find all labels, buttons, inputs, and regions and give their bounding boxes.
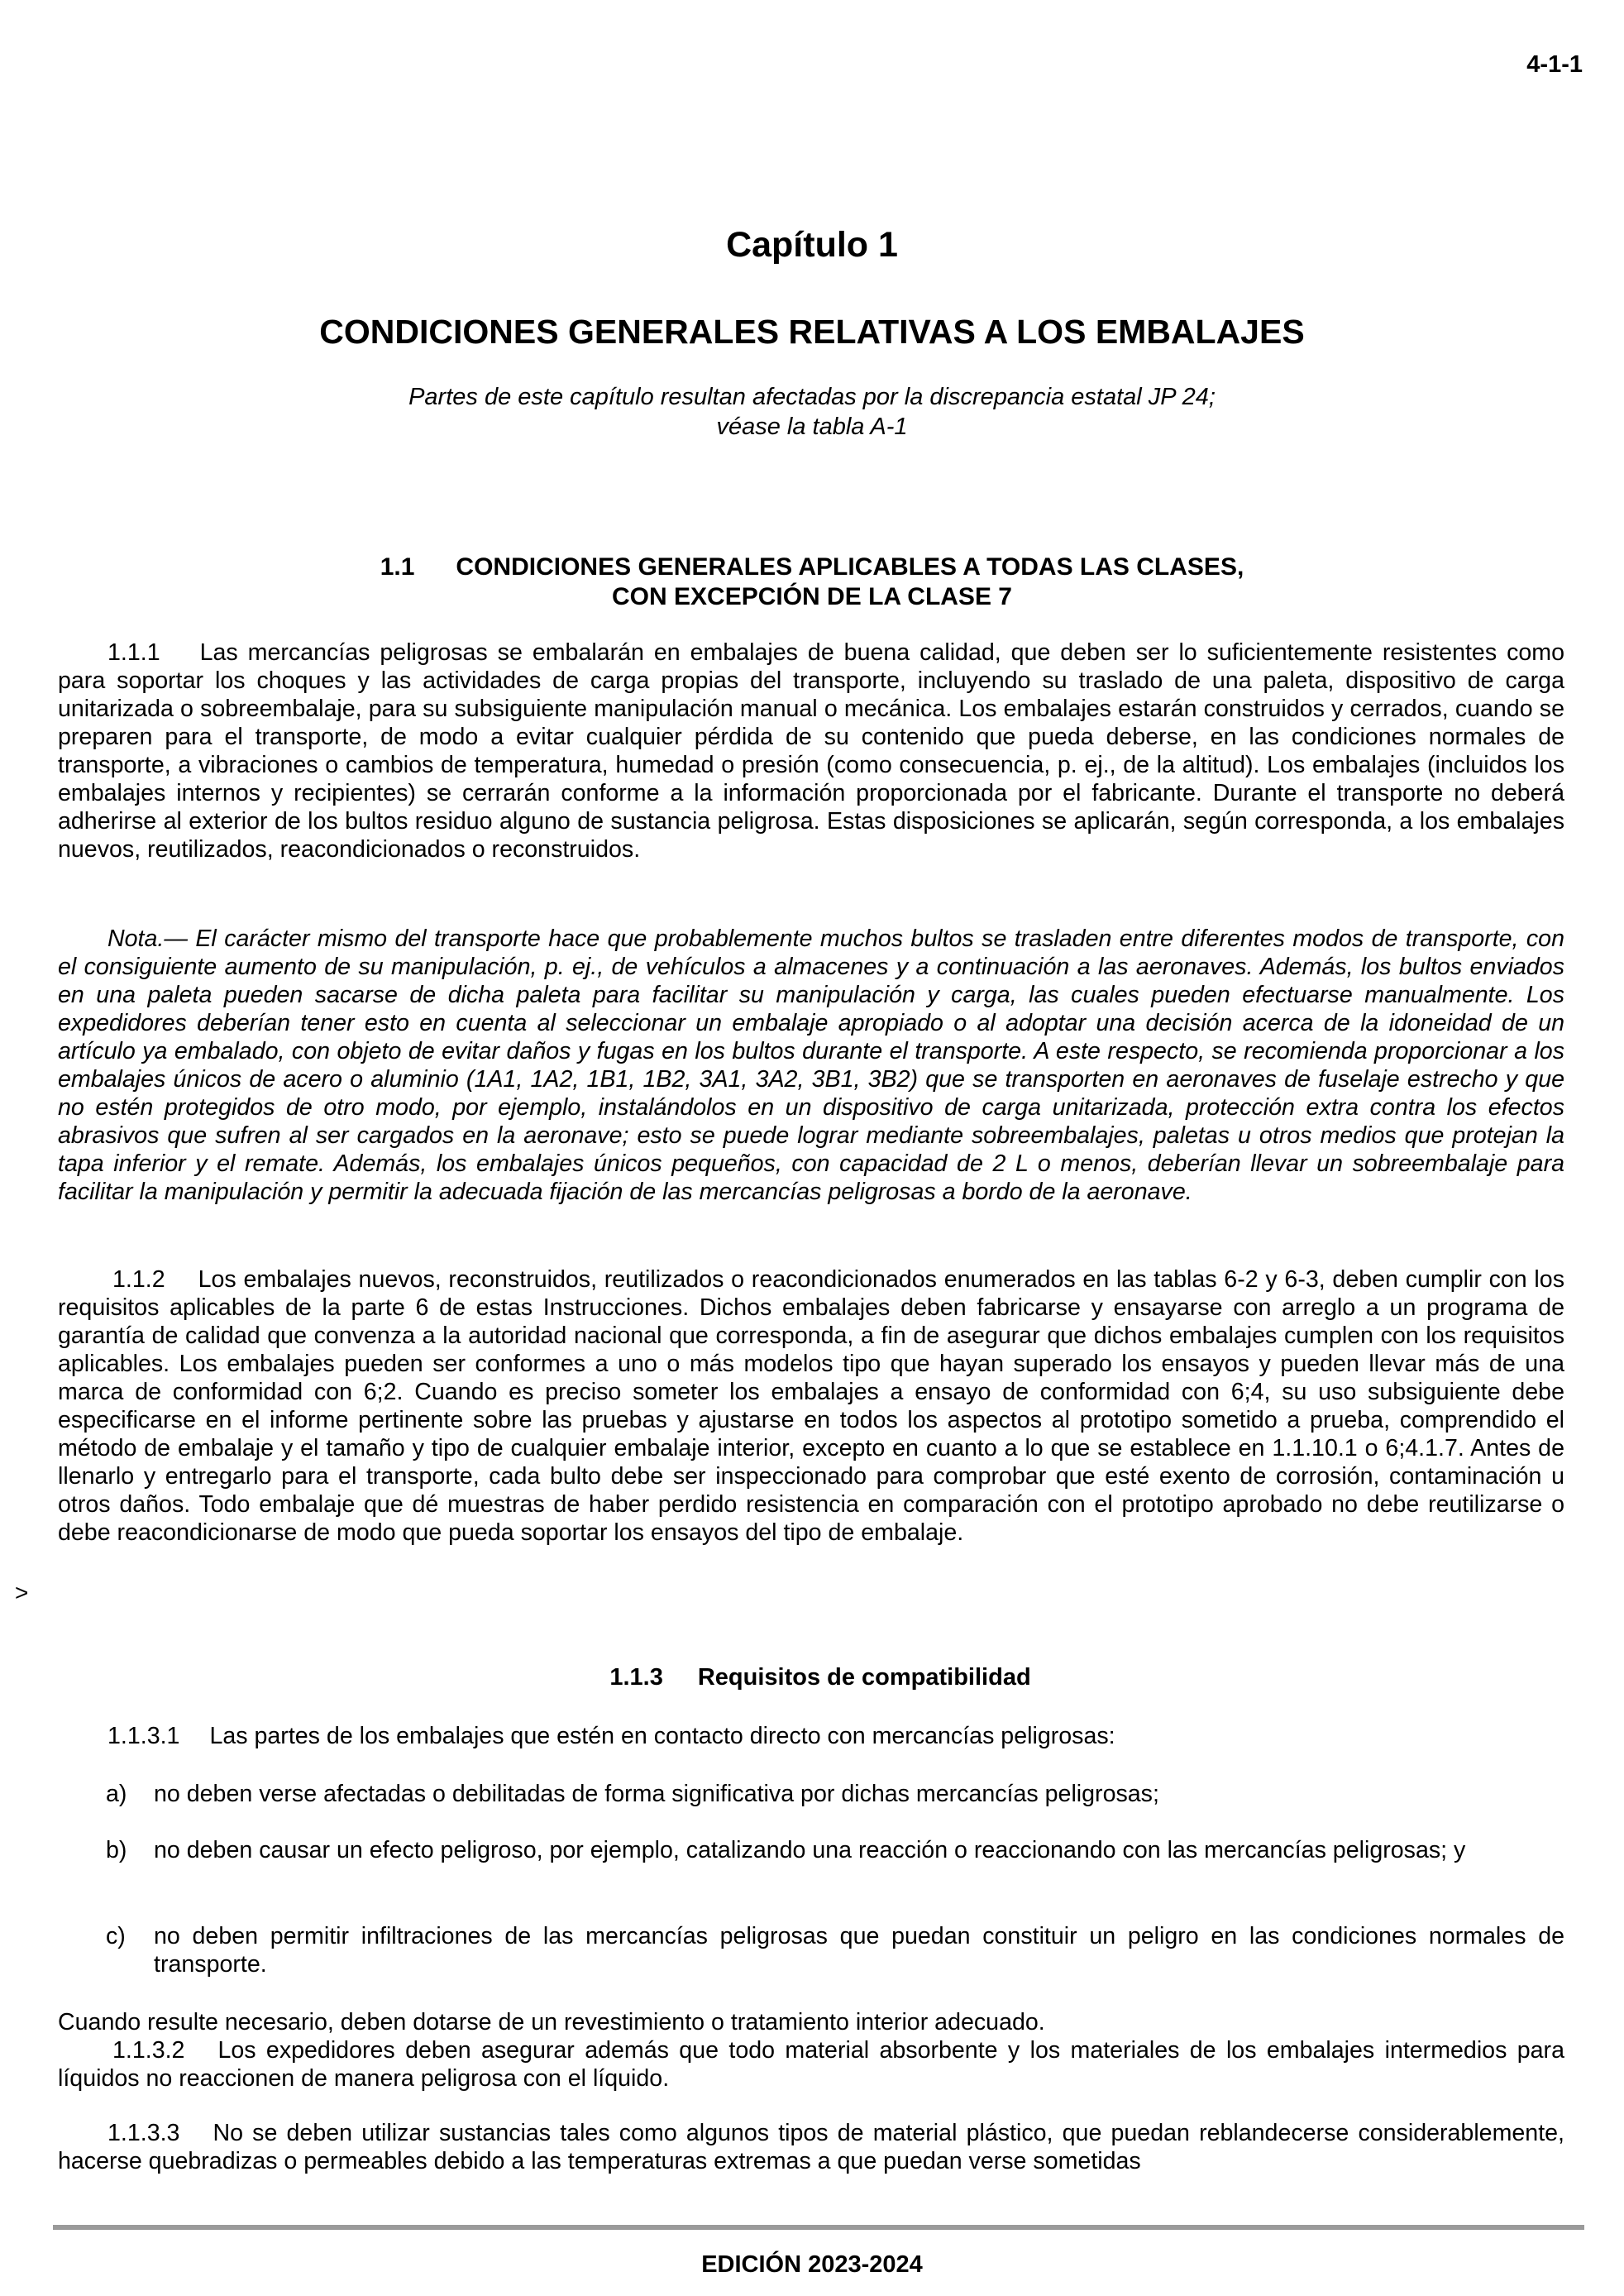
paragraph-text: Los expedidores deben asegurar además que todo material absorbente y los materiales de los embalajes intermedios para líquidos no reaccionen de manera peligrosa con el líquido. <box>58 2037 1564 2092</box>
list-item-a <box>106 1780 1564 1808</box>
paragraph-number: 1.1.1 <box>107 639 160 666</box>
discrepancy-note-line-2: véase la tabla A-1 <box>716 414 908 440</box>
list-item-text: no deben permitir infiltraciones de las mercancías peligrosas que puedan constituir un peligro en las condiciones normales de transporte. <box>154 1923 1564 1978</box>
paragraph-1-1-1 <box>58 639 1564 863</box>
paragraph-text: Las mercancías peligrosas se embalarán en embalajes de buena calidad, que deben ser lo suficientemente resistentes como para soportar los choques y las actividades de carga propias del transporte, incluyendo su traslado de una paleta, dispositivo de carga unitarizada o sobreembalaje, para su subsiguiente manipulación manual o mecánica. Los embalajes estarán construidos y cerrados, cuando se preparen para el transporte, de modo a evitar cualquier pérdida de su contenido que pueda deberse, en las condiciones normales de transporte, a vibraciones o cambios de temperatura, humedad o presión (como consecuencia, p. ej., de la altitud). Los embalajes (incluidos los embalajes internos y recipientes) se cerrarán conforme a la información proporcionada por el fabricante. Durante el transporte no deberá adherirse al exterior de los bultos residuo alguno de sustancia peligrosa. Estas disposiciones se aplicarán, según corresponda, a los embalajes nuevos, reutilizados, reacondicionados o reconstruidos. <box>58 639 1564 863</box>
paragraph-text: Las partes de los embalajes que estén en contacto directo con mercancías peligrosas: <box>209 1723 1115 1749</box>
subsection-heading-1-1-3 <box>0 1664 1624 1691</box>
section-heading-1-1 <box>0 552 1624 612</box>
paragraph-text: No se deben utilizar sustancias tales como algunos tipos de material plástico, que puedan reblandecerse considerablemente, hacerse quebradizas o permeables debido a las temperaturas extremas a que puedan verse sometidas <box>58 2120 1564 2174</box>
paragraph-text: Los embalajes nuevos, reconstruidos, reutilizados o reacondicionados enumerados en las tablas 6-2 y 6-3, deben cumplir con los requisitos aplicables de la parte 6 de estas Instrucciones. Dichos embalajes deben fabricarse y ensayarse con arreglo a un programa de garantía de calidad que convenza a la autoridad nacional que corresponda, a fin de asegurar que dichos embalajes cumplen con los requisitos aplicables. Los embalajes pueden ser conformes a uno o más modelos tipo que hayan superado los ensayos y pueden llevar más de una marca de conformidad con 6;2. Cuando es preciso someter los embalajes a ensayo de conformidad con 6;4, su uso subsiguiente debe especificarse en el informe pertinente sobre las pruebas y ajustarse en todos los aspectos al prototipo sometido a prueba, comprendido el método de embalaje y el tamaño y tipo de cualquier embalaje interior, excepto en cuanto a lo que se establece en 1.1.10.1 o 6;4.1.7. Antes de llenarlo y entregarlo para el transporte, cada bulto debe ser inspeccionado para comprobar que esté exento de corrosión, contaminación u otros daños. Todo embalaje que dé muestras de haber perdido resistencia en comparación con el prototipo aprobado no debe reutilizarse o debe reacondicionarse de modo que pueda soportar los ensayos del tipo de embalaje. <box>58 1266 1564 1546</box>
discrepancy-note-line-1: Partes de este capítulo resultan afectadas por la discrepancia estatal JP 24; <box>408 384 1216 410</box>
chapter-title: CONDICIONES GENERALES RELATIVAS A LOS EMBALAJES <box>319 313 1305 351</box>
note-paragraph <box>58 925 1564 1206</box>
subsection-number: 1.1.3 <box>609 1664 663 1691</box>
note-label: Nota.— <box>107 926 188 952</box>
page-number: 4-1-1 <box>1526 51 1583 78</box>
paragraph-1-1-2 <box>58 1265 1564 1547</box>
chapter-discrepancy-note <box>0 382 1624 442</box>
edition-footer: EDICIÓN 2023-2024 <box>701 2251 923 2278</box>
paragraph-number: 1.1.2 <box>112 1266 165 1293</box>
list-marker: b) <box>106 1837 127 1863</box>
paragraph-1-1-3-2 <box>58 2036 1564 2093</box>
note-text: El carácter mismo del transporte hace que probablemente muchos bultos se trasladen entre diferentes modos de transporte, con el consiguiente aumento de su manipulación, p. ej., de vehículos a almacenes y a continuación a las aeronaves. Además, los bultos enviados en una paleta pueden sacarse de dicha paleta para facilitar su manipulación y carga, las cuales pueden efectuarse manualmente. Los expedidores deberían tener esto en cuenta al seleccionar un embalaje apropiado o al adoptar una decisión acerca de la idoneidad de un artículo ya embalado, con objeto de evitar daños y fugas en los bultos durante el transporte. A este respecto, se recomienda proporcionar a los embalajes únicos de acero o aluminio (1A1, 1A2, 1B1, 1B2, 3A1, 3A2, 3B1, 3B2) que se transporten en aeronaves de fuselaje estrecho y que no estén protegidos de otro modo, por ejemplo, instalándolos en un dispositivo de carga unitarizada, protección extra contra los efectos abrasivos que sufren al ser cargados en la aeronave; esto se puede lograr mediante sobreembalajes, paletas u otros medios que protejan la tapa inferior y el remate. Además, los embalajes únicos pequeños, con capacidad de 2 L o menos, deberían llevar un sobreembalaje para facilitar la manipulación y permitir la adecuada fijación de las mercancías peligrosas a bordo de la aeronave. <box>58 926 1564 1205</box>
lining-requirement: Cuando resulte necesario, deben dotarse de un revestimiento o tratamiento interior adecuado. <box>58 2009 1045 2035</box>
paragraph-1-1-3-3 <box>58 2119 1564 2175</box>
footer-divider <box>53 2225 1584 2230</box>
list-marker: c) <box>106 1923 126 1949</box>
change-bar-marker: > <box>15 1580 29 1605</box>
list-item-text: no deben causar un efecto peligroso, por ejemplo, catalizando una reacción o reaccionando con las mercancías peligrosas; y <box>154 1837 1466 1863</box>
section-number: 1.1 <box>380 553 415 581</box>
chapter-label: Capítulo 1 <box>726 225 898 265</box>
section-title-line-2: CON EXCEPCIÓN DE LA CLASE 7 <box>612 583 1012 610</box>
list-item-b <box>106 1836 1564 1864</box>
paragraph-1-1-3-1 <box>58 1722 1564 1750</box>
paragraph-number: 1.1.3.2 <box>112 2037 185 2064</box>
list-marker: a) <box>106 1781 127 1807</box>
section-title-line-1: CONDICIONES GENERALES APLICABLES A TODAS LAS CLASES, <box>456 553 1244 581</box>
paragraph-number: 1.1.3.1 <box>107 1723 180 1749</box>
subsection-title: Requisitos de compatibilidad <box>697 1664 1031 1691</box>
paragraph-number: 1.1.3.3 <box>107 2120 180 2146</box>
list-item-c <box>106 1922 1564 1978</box>
list-item-text: no deben verse afectadas o debilitadas de forma significativa por dichas mercancías peligrosas; <box>154 1781 1159 1807</box>
